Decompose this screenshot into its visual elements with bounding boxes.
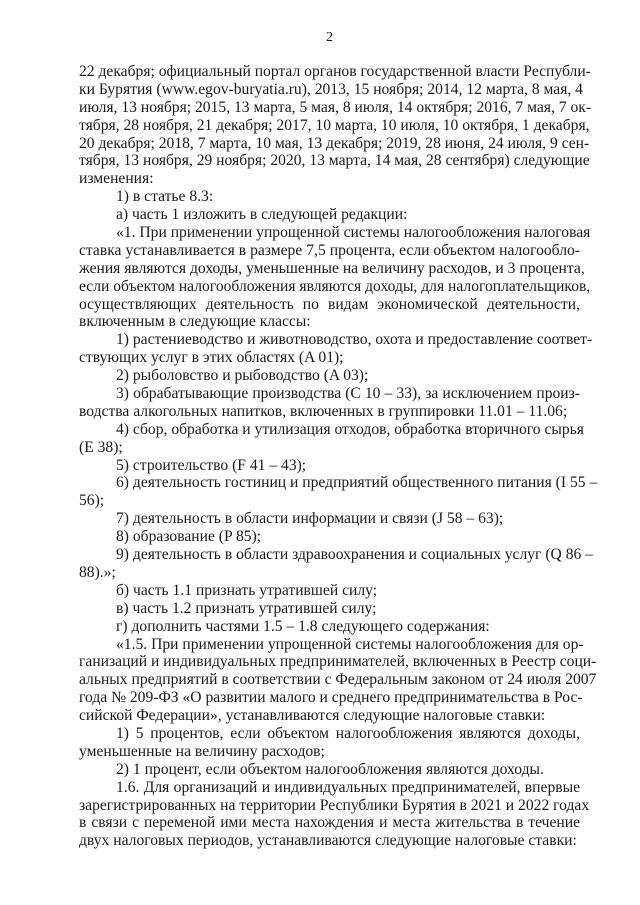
text-line: зарегистрированных на территории Республики Бурятия в 2021 и 2022 годах	[79, 796, 590, 814]
text-line: 1) 5 процентов, если объектом налогообложения являются доходы,	[116, 724, 580, 742]
text-line: 1) растениеводство и животноводство, охота и предоставление соответ-	[116, 331, 593, 349]
text-line: в) часть 1.2 признать утратившей силу;	[116, 599, 377, 617]
text-line: июля, 13 ноября; 2015, 13 марта, 5 мая, 8 июля, 14 октября; 2016, 7 мая, 7 ок-	[79, 98, 592, 116]
text-line: 2) рыболовство и рыбоводство (A 03);	[116, 367, 369, 385]
text-line: 22 декабря; официальный портал органов государственной власти Республи-	[79, 63, 591, 80]
text-line: ганизаций и индивидуальных предпринимателей, включенных в Реестр соци-	[79, 653, 597, 671]
page-number: 2	[326, 30, 333, 45]
text-line: 5) строительство (F 41 – 43);	[116, 456, 307, 474]
text-line: ставка устанавливается в размере 7,5 процента, если объектом налогообло-	[79, 241, 580, 259]
text-line: 56);	[79, 492, 105, 510]
text-line: 9) деятельность в области здравоохранения и социальных услуг (Q 86 –	[116, 546, 593, 564]
text-line: 20 декабря; 2018, 7 марта, 10 мая, 13 декабря; 2019, 28 июня, 24 июля, 9 сен-	[79, 134, 590, 152]
text-line: 1) в статье 8.3:	[116, 188, 214, 206]
text-line: тября, 13 ноября, 29 ноября; 2020, 13 марта, 14 мая, 28 сентября) следующие	[79, 152, 590, 170]
text-line: г) дополнить частями 1.5 – 1.8 следующего содержания:	[116, 617, 490, 635]
text-line: «1. При применении упрощенной системы налогообложения налоговая	[116, 224, 591, 242]
text-line: 4) сбор, обработка и утилизация отходов, обработка вторичного сырья	[116, 420, 584, 438]
text-line: ствующих услуг в этих областях (A 01);	[79, 349, 344, 367]
body-text	[79, 63, 598, 850]
text-line: 7) деятельность в области информации и связи (J 58 – 63);	[116, 510, 504, 528]
text-line: б) часть 1.1 признать утратившей силу;	[116, 581, 378, 599]
text-line: включенным в следующие классы:	[79, 313, 311, 331]
text-line: жения являются доходы, уменьшенные на величину расходов, и 3 процента,	[79, 259, 585, 277]
text-line: ки Бурятия (www.egov-buryatia.ru), 2013, 15 ноября; 2014, 12 марта, 8 мая, 4	[79, 80, 583, 98]
text-line: 6) деятельность гостиниц и предприятий общественного питания (I 55 –	[116, 474, 598, 492]
text-line: 3) обрабатывающие производства (C 10 – 33), за исключением произ-	[116, 385, 580, 403]
text-line: года № 209-ФЗ «О развитии малого и среднего предпринимательства в Рос-	[79, 689, 583, 707]
text-line: а) часть 1 изложить в следующей редакции:	[116, 206, 408, 224]
text-line: 88).»;	[79, 563, 116, 581]
text-line: «1.5. При применении упрощенной системы налогообложения для ор-	[116, 635, 584, 653]
text-line: осуществляющих деятельность по видам экономической деятельности,	[79, 295, 580, 313]
text-line: двух налоговых периодов, устанавливаются следующие налоговые ставки:	[79, 832, 577, 850]
text-line: 8) образование (P 85);	[116, 528, 262, 546]
text-line: (E 38);	[79, 438, 123, 456]
text-line: в связи с переменой ими места нахождения и места жительства в течение	[79, 814, 580, 832]
text-line: сийской Федерации», устанавливаются следующие налоговые ставки:	[79, 707, 546, 725]
text-line: если объектом налогообложения являются доходы, для налогоплательщиков,	[79, 277, 591, 295]
text-line: 1.6. Для организаций и индивидуальных предпринимателей, впервые	[116, 778, 580, 796]
text-line: водства алкогольных напитков, включенных в группировки 11.01 – 11.06;	[79, 402, 568, 420]
text-line: уменьшенные на величину расходов;	[79, 742, 325, 760]
text-line: тября, 28 ноября, 21 декабря; 2017, 10 марта, 10 июля, 10 октября, 1 декабря,	[79, 116, 590, 134]
text-line: изменения:	[79, 170, 154, 188]
text-line: 2) 1 процент, если объектом налогообложения являются доходы.	[116, 760, 544, 778]
text-line: альных предприятий в соответствии с Федеральным законом от 24 июля 2007	[79, 671, 597, 689]
